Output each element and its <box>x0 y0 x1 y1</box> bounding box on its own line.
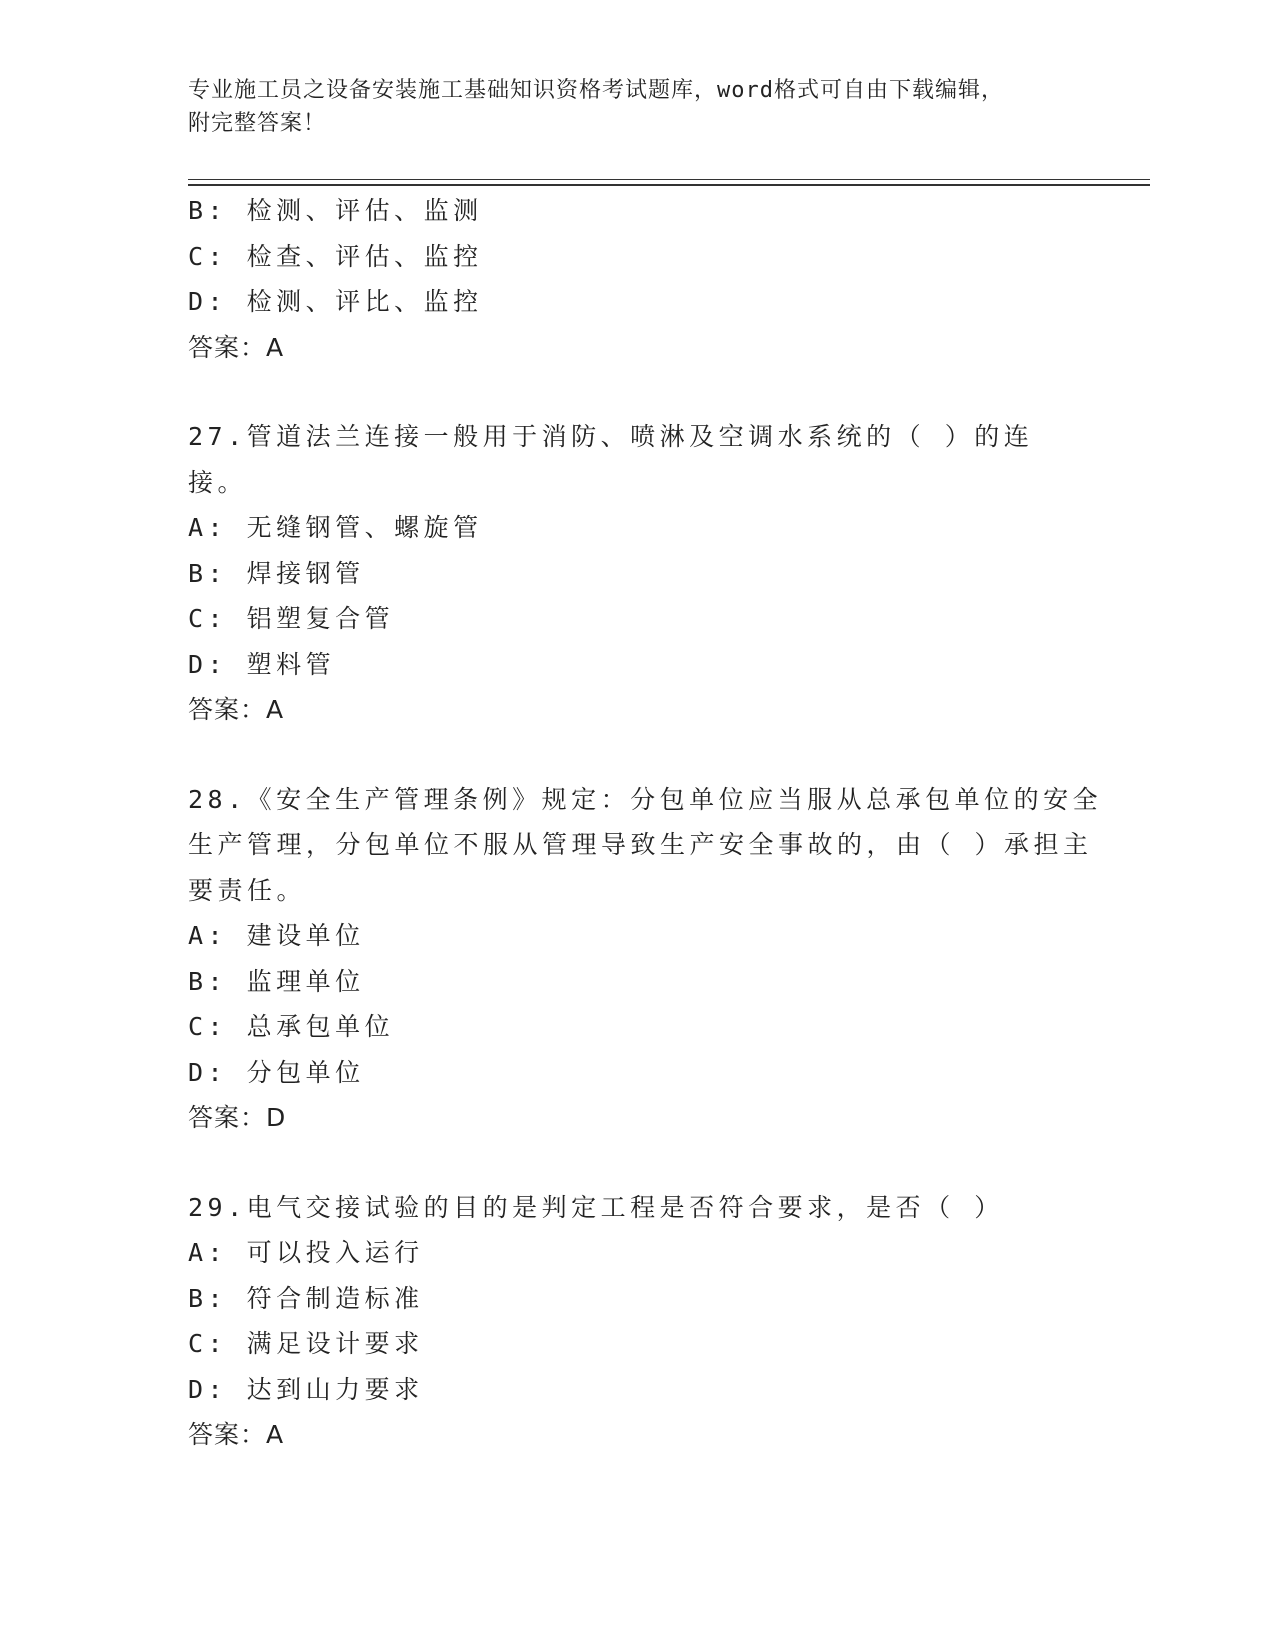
question-26 <box>188 188 1088 370</box>
question-list <box>188 188 1103 1458</box>
option-d: D: 达到山力要求 <box>188 1374 424 1404</box>
question-28 <box>188 777 1103 1141</box>
option-d: D: 检测、评比、监控 <box>188 287 483 316</box>
option-b: B: 监理单位 <box>188 966 365 996</box>
option-c: C: 检查、评估、监控 <box>188 241 483 271</box>
option-b: B: 焊接钢管 <box>188 558 365 588</box>
question-29 <box>188 1185 1088 1458</box>
option-a: A: 无缝钢管、螺旋管 <box>188 513 483 542</box>
question-27 <box>188 414 1088 733</box>
question-stem: 27.管道法兰连接一般用于消防、喷淋及空调水系统的（ ）的连接。 <box>188 422 1034 497</box>
option-c: C: 总承包单位 <box>188 1012 395 1041</box>
answer: 答案：A <box>188 695 285 724</box>
document-header <box>188 74 1078 140</box>
option-c: C: 满足设计要求 <box>188 1329 424 1358</box>
question-stem: 29.电气交接试验的目的是判定工程是否符合要求，是否（ ） <box>188 1192 1004 1222</box>
option-a: A: 可以投入运行 <box>188 1238 424 1267</box>
header-divider-thin <box>188 179 1150 180</box>
option-d: D: 分包单位 <box>188 1057 365 1087</box>
option-b: B: 检测、评估、监测 <box>188 196 483 225</box>
answer: 答案：D <box>188 1103 287 1132</box>
question-stem-line-3: 要责任。 <box>188 875 307 905</box>
option-a: A: 建设单位 <box>188 921 365 950</box>
option-d: D: 塑料管 <box>188 649 336 679</box>
header-line-2: 附完整答案！ <box>188 111 327 136</box>
option-c: C: 铝塑复合管 <box>188 604 395 633</box>
answer: 答案：A <box>188 1420 285 1449</box>
question-stem-line-1: 28.《安全生产管理条例》规定：分包单位应当服从总承包单位的安全 <box>188 784 1103 814</box>
answer: 答案：A <box>188 332 285 362</box>
question-stem-line-2: 生产管理，分包单位不服从管理导致生产安全事故的，由（ ）承担主 <box>188 830 1093 859</box>
option-b: B: 符合制造标准 <box>188 1283 424 1313</box>
header-divider-thick <box>188 184 1150 186</box>
header-line-1: 专业施工员之设备安装施工基础知识资格考试题库，word格式可自由下载编辑， <box>188 78 1004 103</box>
